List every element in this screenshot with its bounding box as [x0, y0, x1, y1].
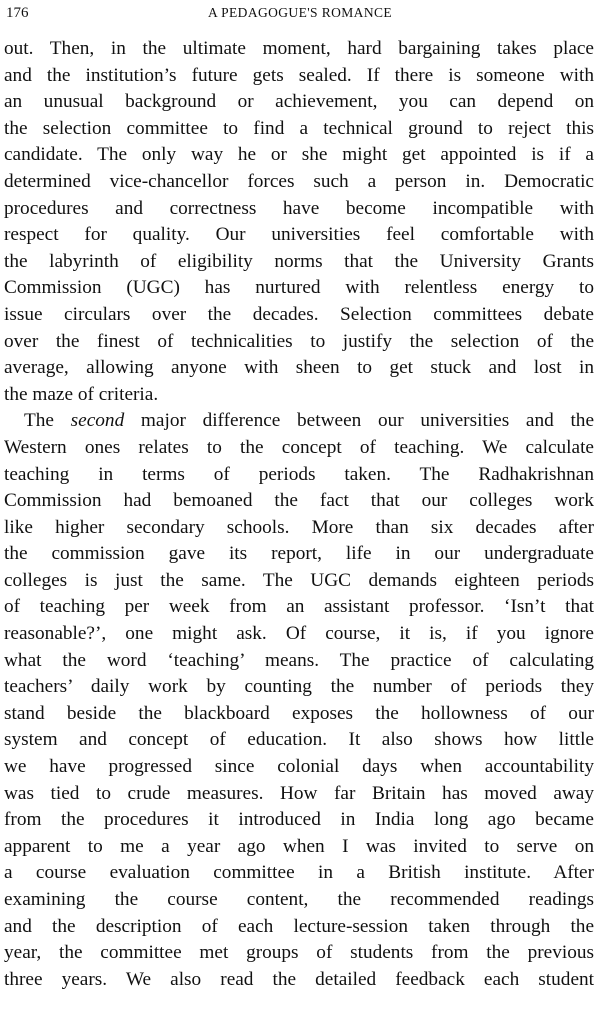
text-line: issue circulars over the decades. Selection committees debate [4, 303, 594, 325]
text-line: and the description of each lecture-session taken through the [4, 915, 594, 937]
running-head [6, 3, 594, 23]
text-line: respect for quality. Our universities feel comfortable with [4, 224, 594, 246]
text-line: was tied to crude measures. How far Britain has moved away [4, 782, 594, 804]
text-line: procedures and correctness have become incompatible with [4, 197, 594, 219]
body-text [4, 36, 594, 993]
text-line: teachers’ daily work by counting the number of periods they [4, 676, 594, 698]
text-line: candidate. The only way he or she might get appointed is if a [4, 144, 594, 166]
paragraph-2 [4, 408, 594, 993]
text-run: major difference between our universities and the [124, 410, 594, 432]
text-line: system and concept of education. It also shows how little [4, 729, 594, 751]
text-line: apparent to me a year ago when I was invited to serve on [4, 835, 594, 857]
text-line: year, the committee met groups of students from the previous [4, 942, 594, 964]
text-line: stand beside the blackboard exposes the hollowness of our [4, 702, 594, 724]
text-line: a course evaluation committee in a British institute. After [4, 862, 594, 884]
text-line: from the procedures it introduced in India long ago became [4, 809, 594, 831]
text-line: of teaching per week from an assistant professor. ‘Isn’t that [4, 596, 594, 618]
text-line: teaching in terms of periods taken. The Radhakrishnan [4, 463, 594, 485]
book-title: A PEDAGOGUE'S ROMANCE [207, 5, 393, 20]
text-line: what the word ‘teaching’ means. The practice of calculating [4, 649, 594, 671]
text-line: Western ones relates to the concept of teaching. We calculate [4, 436, 594, 458]
text-line: and the institution’s future gets sealed. If there is someone with [4, 64, 594, 86]
paragraph-1 [4, 36, 594, 408]
text-line: like higher secondary schools. More than six decades after [4, 516, 594, 538]
text-line: the maze of criteria. [4, 383, 159, 405]
text-line: Commission (UGC) has nurtured with relentless energy to [4, 277, 594, 299]
emphasis-word: second [70, 410, 125, 432]
text-line-first [4, 408, 594, 435]
text-line: over the finest of technicalities to justify the selection of the [4, 330, 594, 352]
text-run: The [24, 410, 71, 432]
page-number: 176 [6, 5, 29, 21]
text-line: three years. We also read the detailed feedback each student [4, 968, 594, 990]
text-line: an unusual background or achievement, you can depend on [4, 91, 594, 113]
text-line: reasonable?’, one might ask. Of course, it is, if you ignore [4, 623, 594, 645]
text-line: out. Then, in the ultimate moment, hard bargaining takes place [4, 38, 594, 59]
text-line: colleges is just the same. The UGC demands eighteen periods [4, 569, 594, 591]
text-line: the commission gave its report, life in our undergraduate [4, 543, 594, 565]
text-line: we have progressed since colonial days when accountability [4, 756, 594, 778]
text-line: Commission had bemoaned the fact that our colleges work [4, 490, 594, 512]
text-line: determined vice-chancellor forces such a person in. Democratic [4, 170, 594, 192]
text-line: the selection committee to find a technical ground to reject this [4, 117, 594, 139]
text-line: the labyrinth of eligibility norms that the University Grants [4, 250, 594, 272]
text-line: examining the course content, the recommended readings [4, 889, 594, 910]
text-line: average, allowing anyone with sheen to get stuck and lost in [4, 357, 594, 379]
